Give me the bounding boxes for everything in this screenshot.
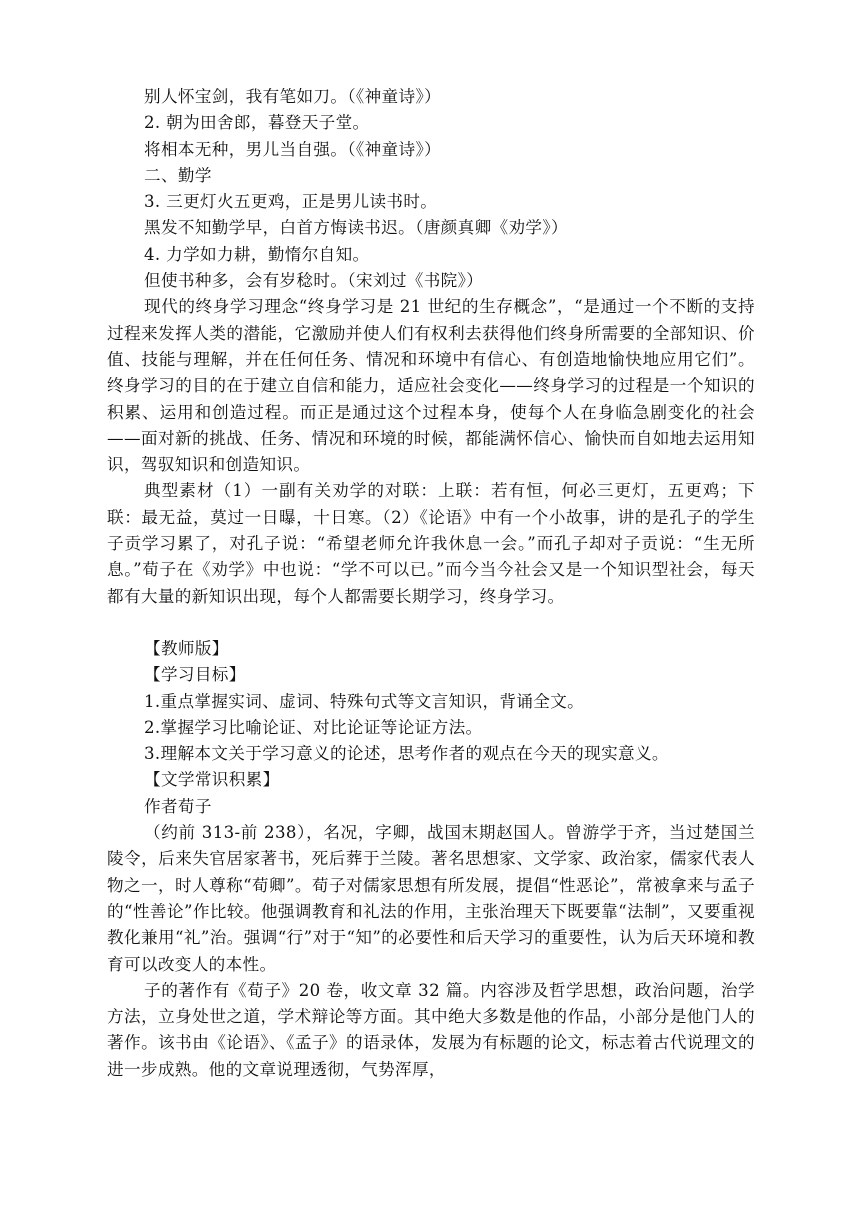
author-bio-paragraph: （约前 313-前 238），名况，字卿，战国末期赵国人。曾游学于齐，当过楚国兰陵令，后来失官居家著书，死后葬于兰陵。著名思想家、文学家、政治家，儒家代表人物之一，时人尊称“荀卿”。荀子对儒家思想有所发展，提倡“性恶论”，常被拿来与孟子的“性善论”作比较。他强调教育和礼法的作用，主张治理天下既要靠“法制”，又要重视教化兼用“礼”治。强调“行”对于“知”的必要性和后天学习的重要性，认为后天环境和教育可以改变人的本性。 xyxy=(107,823,755,974)
poem-line: 2. 朝为田舍郎，暮登天子堂。 xyxy=(144,113,370,133)
poem-line: 但使书种多，会有岁稔时。（宋刘过《书院》） xyxy=(144,271,484,291)
blank-line xyxy=(107,610,755,636)
poem-line: 将相本无种，男儿当自强。（《神童诗》） xyxy=(144,139,442,159)
goal-item: 1.重点掌握实词、虚词、特殊句式等文言知识，背诵全文。 xyxy=(144,691,585,711)
poem-line: 黑发不知勤学早，白首方悔读书迟。（唐颜真卿《劝学》） xyxy=(144,218,568,238)
goal-item: 2.掌握学习比喻论证、对比论证等论证方法。 xyxy=(144,717,483,737)
poem-line: 别人怀宝剑，我有笔如刀。（《神童诗》） xyxy=(144,87,442,106)
lifelong-learning-paragraph: 现代的终身学习理念“终身学习是 21 世纪的生存概念”，“是通过一个不断的支持过程来发挥人类的潜能，它激励并使人们有权利去获得他们终身所需要的全部知识、价值、技能与理解，并在任何任务、情况和环境中有信心、有创造地愉快地应用它们”。终身学习的目的在于建立自信和能力，适应社会变化——终身学习的过程是一个知识的积累、运用和创造过程。而正是通过这个过程本身，使每个人在身临急剧变化的社会——面对新的挑战、任务、情况和环境的时候，都能满怀信心、愉快而自如地去运用知识，驾驭知识和创造知识。 xyxy=(107,297,755,475)
typical-material-paragraph: 典型素材（1）一副有关劝学的对联：上联：若有恒，何必三更灯，五更鸡；下联：最无益，莫过一日曝，十日寒。（2）《论语》中有一个小故事，讲的是孔子的学生子贡学习累了，对孔子说：“希望老师允许我休息一会。”而孔子却对子贡说：“生无所息。”荀子在《劝学》中也说：“学不可以已。”而今当今社会又是一个知识型社会，每天都有大量的新知识出现，每个人都需要长期学习，终身学习。 xyxy=(107,481,755,606)
literature-knowledge-heading: 【文学常识积累】 xyxy=(144,770,280,790)
teacher-version-heading: 【教师版】 xyxy=(144,638,229,658)
poem-line: 3. 三更灯火五更鸡，正是男儿读书时。 xyxy=(144,192,438,212)
author-title: 作者荀子 xyxy=(144,796,212,816)
learning-goals-heading: 【学习目标】 xyxy=(144,665,246,685)
section-heading: 二、勤学 xyxy=(144,165,212,185)
goal-item: 3.理解本文关于学习意义的论述，思考作者的观点在今天的现实意义。 xyxy=(144,744,669,764)
document-body xyxy=(107,84,755,1083)
works-paragraph: 子的著作有《荀子》20 卷，收文章 32 篇。内容涉及哲学思想，政治问题，治学方法，立身处世之道，学术辩论等方面。其中绝大多数是他的作品，小部分是他门人的著作。该书由《论语》、《孟子》的语录体，发展为有标题的论文，标志着古代说理文的进一步成熟。他的文章说理透彻，气势浑厚， xyxy=(107,980,755,1079)
poem-line: 4. 力学如力耕，勤惰尔自知。 xyxy=(144,244,370,264)
